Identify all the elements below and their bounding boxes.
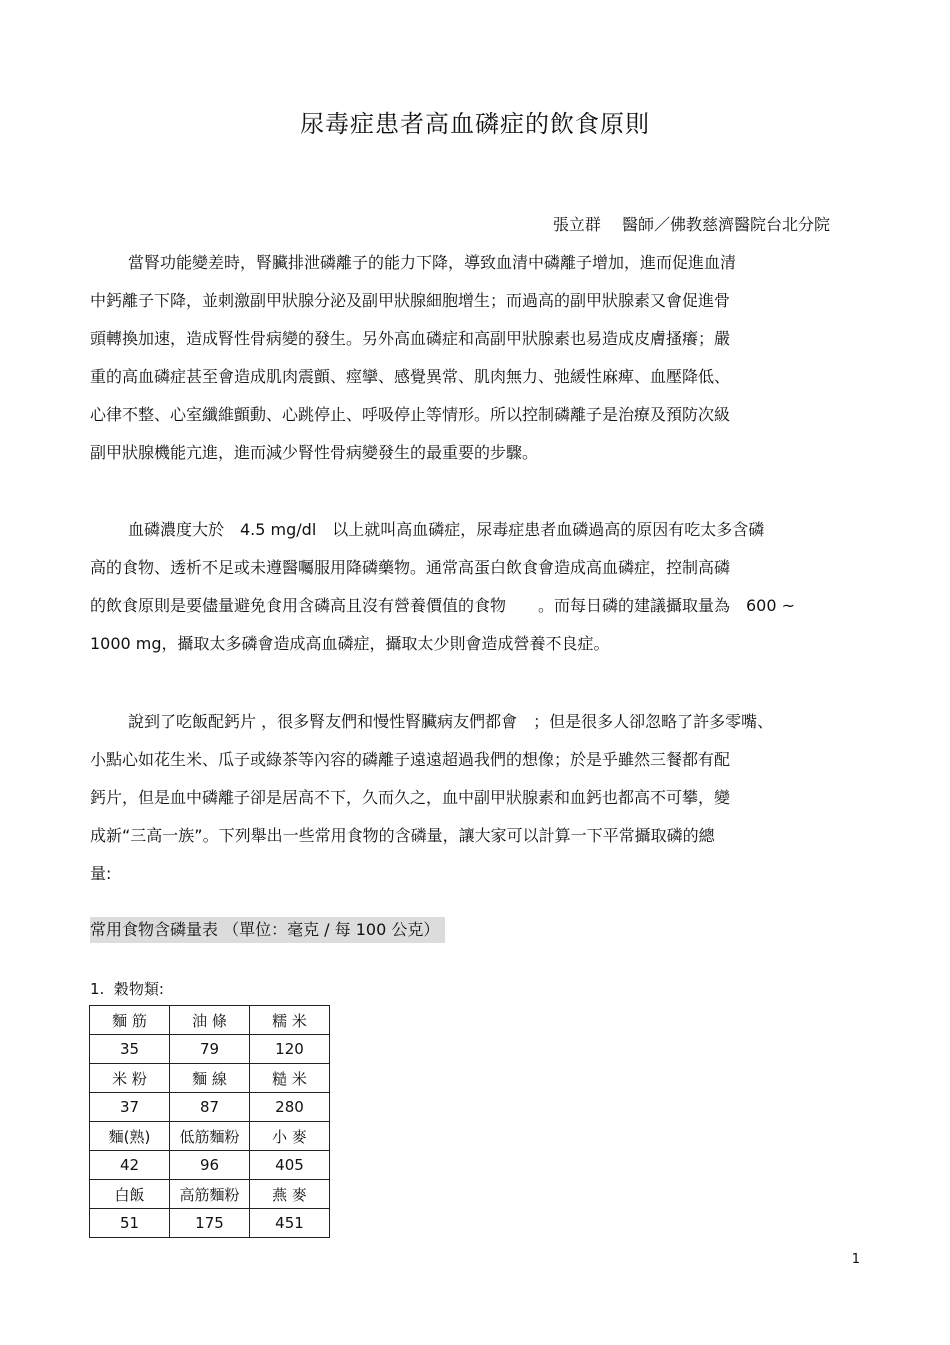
paragraph-1 (90, 250, 850, 478)
table-cell: 451 (250, 1209, 330, 1238)
paragraph-line: 血磷濃度大於 4.5 mg/dl 以上就叫高血磷症，尿毒症患者血磷過高的原因有吃太多含磷 (128, 520, 765, 539)
phosphorus-table-title: 常用食物含磷量表 （單位：毫克 / 每 100 公克） (90, 917, 445, 943)
table-cell: 35 (90, 1035, 170, 1064)
table-cell: 小 麥 (250, 1122, 330, 1151)
table-cell: 51 (90, 1209, 170, 1238)
table-row (90, 1122, 330, 1151)
table-cell: 燕 麥 (250, 1180, 330, 1209)
paragraph-3 (90, 709, 850, 899)
document-title: 尿毒症患者高血磷症的飲食原則 (300, 110, 650, 138)
paragraph-line: 高的食物、透析不足或未遵醫囑服用降磷藥物。通常高蛋白飲食會造成高血磷症，控制高磷 (90, 558, 731, 577)
table-cell: 280 (250, 1093, 330, 1122)
table-cell: 79 (170, 1035, 250, 1064)
paragraph-line: 的飲食原則是要儘量避免食用含磷高且沒有營養價值的食物 。而每日磷的建議攝取量為 600 ~ (90, 596, 796, 615)
paragraph-line: 頭轉換加速，造成腎性骨病變的發生。另外高血磷症和高副甲狀腺素也易造成皮膚搔癢；嚴 (90, 329, 731, 348)
paragraph-line: 說到了吃飯配鈣片 ，很多腎友們和慢性腎臟病友們都會 ；但是很多人卻忽略了許多零嘴、 (128, 712, 774, 731)
table-cell: 175 (170, 1209, 250, 1238)
table-cell: 白飯 (90, 1180, 170, 1209)
table-row (90, 1064, 330, 1093)
table-row (90, 1180, 330, 1209)
table-row (90, 1093, 330, 1122)
paragraph-line: 鈣片，但是血中磷離子卻是居高不下，久而久之，血中副甲狀腺素和血鈣也都高不可攀，變 (90, 788, 731, 807)
table-cell: 麵 筋 (90, 1006, 170, 1035)
paragraph-line: 成新“三高一族”。下列舉出一些常用食物的含磷量，讓大家可以計算一下平常攝取磷的總 (90, 826, 715, 845)
paragraph-line: 當腎功能變差時，腎臟排泄磷離子的能力下降，導致血清中磷離子增加，進而促進血清 (128, 253, 737, 272)
table-cell: 糙 米 (250, 1064, 330, 1093)
paragraph-line: 重的高血磷症甚至會造成肌肉震顫、痙攣、感覺異常、肌肉無力、弛緩性麻痺、血壓降低、 (90, 367, 731, 386)
table-cell: 42 (90, 1151, 170, 1180)
table-cell: 96 (170, 1151, 250, 1180)
table-row (90, 1209, 330, 1238)
table-cell: 37 (90, 1093, 170, 1122)
paragraph-line: 心律不整、心室纖維顫動、心跳停止、呼吸停止等情形。所以控制磷離子是治療及預防次級 (90, 405, 731, 424)
paragraph-line: 量: (90, 864, 112, 883)
table-row (90, 1006, 330, 1035)
paragraph-line: 中鈣離子下降，並刺激副甲狀腺分泌及副甲狀腺細胞增生；而過高的副甲狀腺素又會促進骨 (90, 291, 731, 310)
paragraph-line: 1000 mg，攝取太多磷會造成高血磷症，攝取太少則會造成營養不良症。 (90, 634, 610, 653)
table-cell: 麵(熟) (90, 1122, 170, 1151)
table-cell: 低筋麵粉 (170, 1122, 250, 1151)
author-line: 張立群 醫師／佛教慈濟醫院台北分院 (552, 215, 830, 234)
table-cell: 120 (250, 1035, 330, 1064)
table-cell: 米 粉 (90, 1064, 170, 1093)
table-cell: 油 條 (170, 1006, 250, 1035)
table-row (90, 1151, 330, 1180)
table-cell: 糯 米 (250, 1006, 330, 1035)
paragraph-2 (90, 517, 850, 669)
table-cell: 405 (250, 1151, 330, 1180)
grain-phosphorus-table (89, 1005, 330, 1238)
page-number: 1 (851, 1252, 860, 1267)
table-cell: 高筋麵粉 (170, 1180, 250, 1209)
table-cell: 87 (170, 1093, 250, 1122)
paragraph-line: 小點心如花生米、瓜子或綠茶等內容的磷離子遠遠超過我們的想像；於是乎雖然三餐都有配 (90, 750, 731, 769)
table-row (90, 1035, 330, 1064)
paragraph-line: 副甲狀腺機能亢進，進而減少腎性骨病變發生的最重要的步驟。 (90, 443, 539, 462)
table-cell: 麵 線 (170, 1064, 250, 1093)
section-label-grains: 1. 穀物類: (90, 980, 164, 998)
